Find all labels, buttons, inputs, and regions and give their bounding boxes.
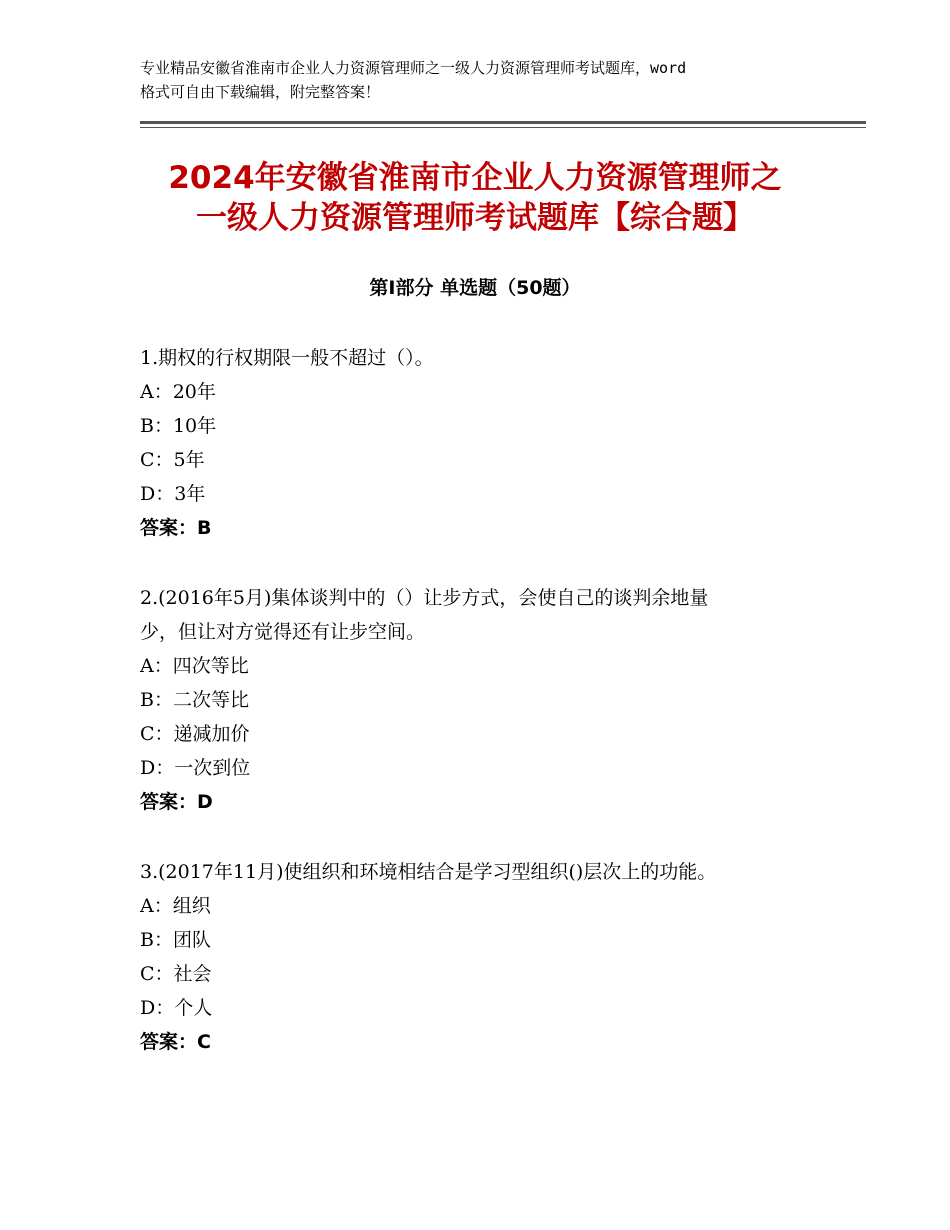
header-divider-thick xyxy=(140,121,866,124)
option-c: C：5年 xyxy=(140,449,205,471)
question-stem-line-2: 少，但让对方觉得还有让步空间。 xyxy=(140,621,426,643)
option-b: B：10年 xyxy=(140,415,217,437)
option-d: D：3年 xyxy=(140,483,206,505)
section-heading: 第Ⅰ部分 单选题（50题） xyxy=(369,277,581,299)
question-1 xyxy=(140,341,820,545)
option-d: D：个人 xyxy=(140,997,213,1019)
option-c: C：递减加价 xyxy=(140,723,250,745)
question-stem: 3.(2017年11月)使组织和环境相结合是学习型组织()层次上的功能。 xyxy=(140,861,717,883)
option-c: C：社会 xyxy=(140,963,212,985)
question-stem-line-1: 2.(2016年5月)集体谈判中的（）让步方式，会使自己的谈判余地量 xyxy=(140,587,709,609)
question-2 xyxy=(140,581,820,819)
title-line-1: 2024年安徽省淮南市企业人力资源管理师之 xyxy=(168,160,782,196)
question-stem: 1.期权的行权期限一般不超过（）。 xyxy=(140,347,434,369)
answer-label: 答案：C xyxy=(140,1031,211,1053)
document-title xyxy=(100,158,850,238)
question-3 xyxy=(140,855,820,1059)
document-header xyxy=(140,56,830,104)
option-a: A：四次等比 xyxy=(140,655,249,677)
header-line-2: 格式可自由下载编辑，附完整答案！ xyxy=(140,83,381,101)
option-b: B：团队 xyxy=(140,929,211,951)
option-b: B：二次等比 xyxy=(140,689,249,711)
header-divider-thin xyxy=(140,127,866,128)
answer-label: 答案：B xyxy=(140,517,212,539)
header-line-1: 专业精品安徽省淮南市企业人力资源管理师之一级人力资源管理师考试题库，word xyxy=(140,59,687,77)
title-line-2: 一级人力资源管理师考试题库【综合题】 xyxy=(196,200,754,236)
option-d: D：一次到位 xyxy=(140,757,251,779)
option-a: A：组织 xyxy=(140,895,211,917)
option-a: A：20年 xyxy=(140,381,216,403)
answer-label: 答案：D xyxy=(140,791,213,813)
